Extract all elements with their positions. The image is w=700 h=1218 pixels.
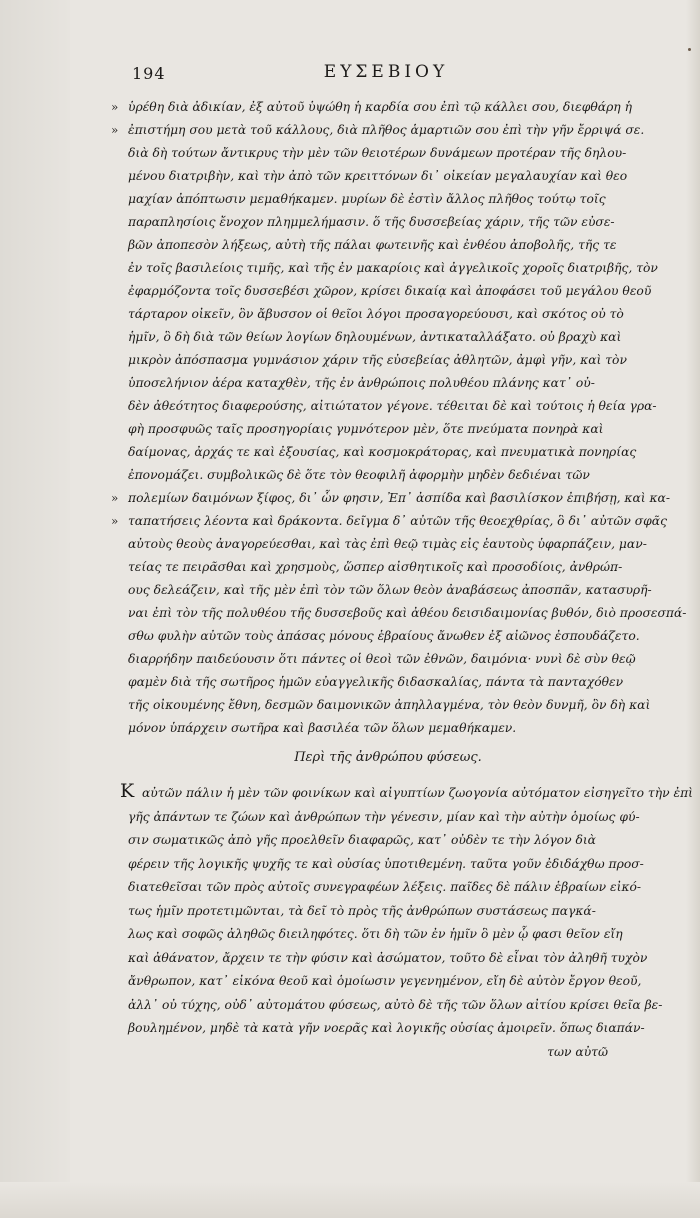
text-line xyxy=(128,1017,648,1041)
text-line xyxy=(128,947,648,971)
line-text: βῶν ἀποπεσὸν λήξεως, αὐτὴ τῆς πάλαι φωτεινῆς καὶ ἐνθέου ἀποβολῆς, τῆς τε xyxy=(128,238,617,252)
line-text: ταπατήσεις λέοντα καὶ δράκοντα. δεῖγμα δ᾽ αὐτῶν τῆς θεοεχθρίας, ὃ δι᾽ αὐτῶν σφᾶς xyxy=(128,514,667,528)
text-line xyxy=(128,671,648,694)
text-line xyxy=(128,717,648,740)
line-text: ἐπονομάζει. συμβολικῶς δὲ ὅτε τὸν θεοφιλῆ ἀφορμὴν μηδὲν δεδιέναι τῶν xyxy=(128,468,590,482)
line-text: ὑποσελήνιον ἀέρα καταχθὲν, τῆς ἐν ἀνθρώποις πολυθέου πλάνης κατ᾽ οὐ- xyxy=(128,376,595,390)
text-line xyxy=(128,326,648,349)
text-line xyxy=(128,418,648,441)
line-text: δὲν ἀθεότητος διαφερούσης, αἰτιώτατον γέγονε. τέθειται δὲ καὶ τούτοις ἡ θεία γρα- xyxy=(128,399,657,413)
text-line xyxy=(128,372,648,395)
page-edge-bottom xyxy=(0,1182,700,1218)
text-line xyxy=(128,280,652,303)
text-line xyxy=(128,876,648,900)
text-line xyxy=(128,853,648,877)
line-text: ἡμῖν, ὃ δὴ διὰ τῶν θείων λογίων δηλουμένων, ἀντικαταλλάξατο. οὐ βραχὺ καὶ xyxy=(128,330,622,344)
passage-1 xyxy=(111,96,687,740)
quotation-marker: » xyxy=(111,491,119,505)
line-text: ους δελεάζειν, καὶ τῆς μὲν ἐπὶ τὸν τῶν ὅλων θεὸν ἀναβάσεως ἀποσπᾶν, κατασυρῆ- xyxy=(128,583,652,597)
text-line xyxy=(128,211,648,234)
drop-initial: Κ xyxy=(120,780,135,802)
text-line xyxy=(128,533,648,556)
line-text: παραπλησίοις ἔνοχον πλημμελήμασιν. ὅ τῆς δυσσεβείας χάριν, τῆς τῶν εὐσε- xyxy=(128,215,615,229)
line-text: καὶ ἀθάνατον, ἄρχειν τε τὴν φύσιν καὶ ἀσώματον, τοῦτο δὲ εἶναι τὸν ἀληθῆ τυχὸν xyxy=(128,950,648,965)
line-text: φαμὲν διὰ τῆς σωτῆρος ἡμῶν εὐαγγελικῆς διδασκαλίας, πάντα τὰ πανταχόθεν xyxy=(128,675,624,689)
text-line xyxy=(111,510,667,533)
text-line xyxy=(111,487,671,510)
text-line xyxy=(128,395,657,418)
line-text: τείας τε πειρᾶσθαι καὶ χρησμοὺς, ὥσπερ αἰσθητικοῖς καὶ προσοδίοις, ἀνθρώπ- xyxy=(128,560,623,574)
text-line xyxy=(128,829,648,853)
quotation-marker: » xyxy=(111,100,119,114)
line-text: διὰ δὴ τούτων ἄντικρυς τὴν μὲν τῶν θειοτέρων δυνάμεων προτέραν τῆς δηλου- xyxy=(128,146,627,160)
line-text: βουλημένον, μηδὲ τὰ κατὰ γῆν νοερᾶς καὶ λογικῆς οὐσίας ἀμοιρεῖν. ὅπως διαπάν- xyxy=(128,1021,645,1035)
text-line xyxy=(128,806,648,830)
text-line xyxy=(128,349,648,372)
text-line xyxy=(128,970,648,994)
quotation-marker: » xyxy=(111,514,119,528)
quotation-marker: » xyxy=(111,123,119,137)
text-line xyxy=(128,234,648,257)
text-line xyxy=(128,648,648,671)
line-text: τως ἡμῖν προτετιμῶνται, τὰ δεῖ τὸ πρὸς τῆς ἀνθρώπων συστάσεως παγκά- xyxy=(128,903,596,918)
text-line xyxy=(128,257,658,280)
text-line xyxy=(128,900,648,924)
line-text: φὴ προσφυῶς ταῖς προσηγορίαις γυμνότερον μὲν, ὅτε πνεύματα πονηρὰ καὶ xyxy=(128,422,604,436)
line-text: γῆς ἀπάντων τε ζώων καὶ ἀνθρώπων τὴν γένεσιν, μίαν καὶ τὴν αὐτὴν ὁμοίως φύ- xyxy=(128,809,640,824)
text-line xyxy=(128,602,687,625)
text-line xyxy=(128,923,648,947)
line-text: διαρρήδην παιδεύουσιν ὅτι πάντες οἱ θεοὶ τῶν ἐθνῶν, δαιμόνια· νυνὶ δὲ σὺν θεῷ xyxy=(128,652,636,666)
line-text: δαίμονας, ἀρχάς τε καὶ ἐξουσίας, καὶ κοσμοκράτορας, καὶ πνευματικὰ πονηρίας xyxy=(128,445,637,459)
line-text: σθω φυλὴν αὐτῶν τοὺς ἀπάσας μόνους ἑβραίους ἄνωθεν ἐξ αἰῶνος ἐσπουδάζετο. xyxy=(128,629,640,643)
corner-mark xyxy=(688,48,691,51)
line-text: μένου διατριβὴν, καὶ τὴν ἀπὸ τῶν κρειττόνων δι᾽ οἰκείαν μεγαλαυχίαν καὶ θεο xyxy=(128,169,628,183)
line-text: σιν σωματικῶς ἀπὸ γῆς προελθεῖν διαφαρῶς, κατ᾽ οὐδὲν τε τὴν λόγον διὰ xyxy=(128,833,596,847)
passage-2 xyxy=(120,780,693,1064)
line-text: φέρειν τῆς λογικῆς ψυχῆς τε καὶ οὐσίας ὑποτιθεμένη. ταῦτα γοῦν ἐδιδάχθω προσ- xyxy=(128,856,644,871)
line-text: τάρταρον οἰκεῖν, ὃν ἄβυσσον οἱ θεῖοι λόγοι προσαγορεύουσι, καὶ σκότος οὐ τὸ xyxy=(128,307,624,321)
line-text: μαχίαν ἀπόπτωσιν μεμαθήκαμεν. μυρίων δὲ ἐστὶν ἄλλος πλῆθος τούτῳ τοῖς xyxy=(128,192,606,206)
text-line xyxy=(128,556,648,579)
text-line xyxy=(128,303,648,326)
text-line xyxy=(128,464,648,487)
text-line xyxy=(128,694,651,717)
text-line xyxy=(128,188,648,211)
text-line xyxy=(128,165,648,188)
text-line xyxy=(128,625,648,648)
line-text: ἐν τοῖς βασιλείοις τιμῆς, καὶ τῆς ἐν μακαρίοις καὶ ἀγγελικοῖς χοροῖς διατριβῆς, τὸν xyxy=(128,261,658,275)
text-line xyxy=(128,441,648,464)
line-text: ἐφαρμόζοντα τοῖς δυσσεβέσι χῶρον, κρίσει δικαίᾳ καὶ ἀποφάσει τοῦ μεγάλου θεοῦ xyxy=(128,284,652,298)
line-text: λως καὶ σοφῶς ἀληθῶς διειληφότες. ὅτι δὴ τῶν ἐν ἡμῖν ὃ μὲν ᾧ φασι θεῖον εἴη xyxy=(128,927,623,941)
section-heading: Περὶ τῆς ἀνθρώπου φύσεως. xyxy=(294,750,482,765)
running-title: ΕΥΣΕΒΙΟΥ xyxy=(323,62,449,82)
line-text: πολεμίων δαιμόνων ξίφος, δι᾽ ὧν φησιν, Ἐπ᾽ ἀσπίδα καὶ βασιλίσκον ἐπιβήσῃ, καὶ κα- xyxy=(128,491,671,505)
line-text: διατεθεῖσαι τῶν πρὸς αὐτοῖς συνεγραφέων λέξεις. παῖδες δὲ πάλιν ἑβραίων εἰκό- xyxy=(128,880,642,894)
text-line xyxy=(128,142,648,165)
catchword: των αὐτῶ xyxy=(547,1044,608,1059)
line-text: μόνον ὑπάρχειν σωτῆρα καὶ βασιλέα τῶν ὅλων μεμαθήκαμεν. xyxy=(128,721,517,735)
line-text: ἀλλ᾽ οὐ τύχης, οὐδ᾽ αὐτομάτου φύσεως, αὐτὸ δὲ τῆς τῶν ὅλων αἰτίου κρίσει θεῖα βε- xyxy=(128,997,663,1012)
line-text: τῆς οἰκουμένης ἔθνη, δεσμῶν δαιμονικῶν ἀπηλλαγμένα, τὸν θεὸν δυνμῆ, ὃν δὴ καὶ xyxy=(128,698,651,712)
page-number: 194 xyxy=(132,64,166,83)
line-text: ἐπιστήμη σου μετὰ τοῦ κάλλους, διὰ πλῆθος ἁμαρτιῶν σου ἐπὶ τὴν γῆν ἔρριψά σε. xyxy=(128,123,645,137)
text-line xyxy=(111,96,648,119)
line-text: αὐτοὺς θεοὺς ἀναγορεύεσθαι, καὶ τὰς ἐπὶ θεῷ τιμὰς εἰς ἑαυτοὺς ὑφαρπάζειν, μαν- xyxy=(128,537,647,551)
text-line xyxy=(128,994,663,1018)
page-gutter xyxy=(0,0,70,1218)
line-text: ναι ἐπὶ τὸν τῆς πολυθέου τῆς δυσσεβοῦς καὶ ἀθέου δεισιδαιμονίας βυθόν, διὸ προσεσπά- xyxy=(128,606,687,620)
page-edge-right xyxy=(686,0,700,1218)
text-line xyxy=(120,780,693,806)
text-line xyxy=(111,119,648,142)
running-head xyxy=(126,62,646,86)
line-text: αὐτῶν πάλιν ἡ μὲν τῶν φοινίκων καὶ αἰγυπτίων ζωογονία αὐτόματον εἰσηγεῖτο τὴν ἐπὶ xyxy=(142,786,693,800)
line-text: μικρὸν ἀπόσπασμα γυμνάσιον χάριν τῆς εὐσεβείας ἀθλητῶν, ἀμφὶ γῆν, καὶ τὸν xyxy=(128,353,627,367)
text-line xyxy=(128,579,652,602)
line-text: ἄνθρωπον, κατ᾽ εἰκόνα θεοῦ καὶ ὁμοίωσιν γεγενημένον, εἴη δὲ αὐτὸν ἔργον θεοῦ, xyxy=(128,974,642,988)
line-text: ὑρέθη διὰ ἀδικίαν, ἐξ αὐτοῦ ὑψώθη ἡ καρδία σου ἐπὶ τῷ κάλλει σου, διεφθάρη ἡ xyxy=(128,100,632,114)
